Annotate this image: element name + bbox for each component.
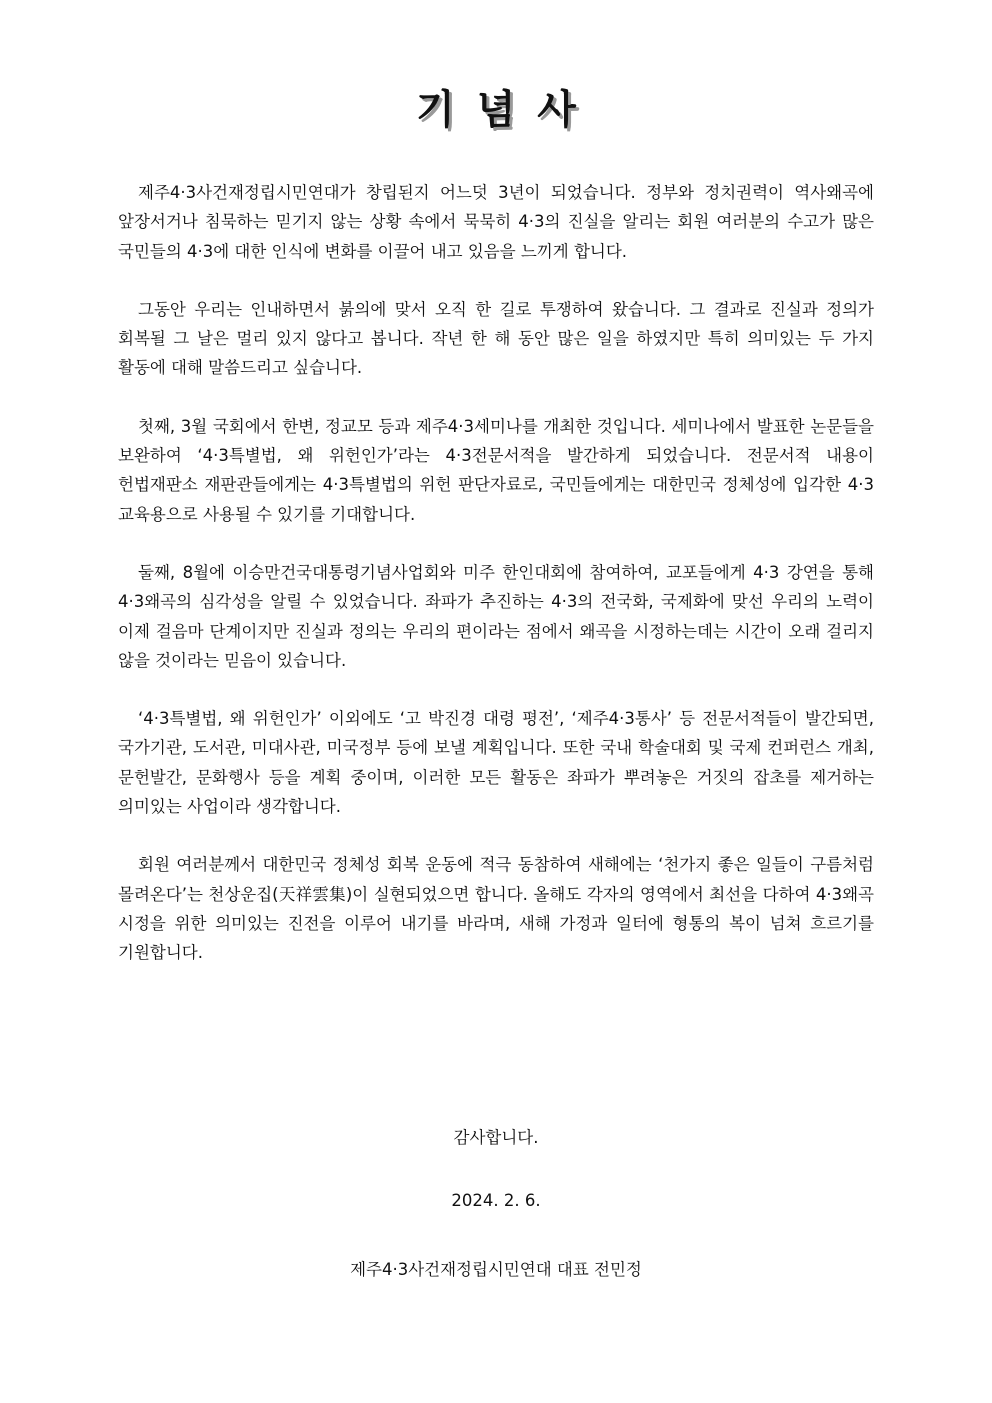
paragraph-5: ‘4·3특별법, 왜 위헌인가’ 이외에도 ‘고 박진경 대령 평전’, ‘제주4·3통사’ 등 전문서적들이 발간되면, 국가기관, 도서관, 미대사관, 미국정부 등에 보낼 계획입니다. 또한 국내 학술대회 및 국제 컨퍼런스 개최, 문헌발간, 문화행사 등을 계획 중이며, 이러한 모든 활동은 좌파가 뿌려놓은 거짓의 잡초를 제거하는 의미있는 사업이라 생각합니다. [118, 709, 874, 817]
paragraph-4: 둘째, 8월에 이승만건국대통령기념사업회와 미주 한인대회에 참여하여, 교포들에게 4·3 강연을 통해 4·3왜곡의 심각성을 알릴 수 있었습니다. 좌파가 추진하는 4·3의 전국화, 국제화에 맞선 우리의 노력이 이제 걸음마 단계이지만 진실과 정의는 우리의 편이라는 점에서 왜곡을 시정하는데는 시간이 오래 걸리지 않을 것이라는 믿음이 있습니다. [118, 562, 874, 670]
document-date: 2024. 2. 6. [451, 1191, 541, 1210]
paragraph-3: 첫째, 3월 국회에서 한변, 정교모 등과 제주4·3세미나를 개최한 것입니다. 세미나에서 발표한 논문들을 보완하여 ‘4·3특별법, 왜 위헌인가’라는 4·3전문서적을 발간하게 되었습니다. 전문서적 내용이 헌법재판소 재판관들에게는 4·3특별법의 위헌 판단자료로, 국민들에게는 대한민국 정체성에 입각한 4·3 교육용으로 사용될 수 있기를 기대합니다. [118, 416, 874, 524]
paragraph-1: 제주4·3사건재정립시민연대가 창립된지 어느덧 3년이 되었습니다. 정부와 정치권력이 역사왜곡에 앞장서거나 침묵하는 믿기지 않는 상황 속에서 묵묵히 4·3의 진실을 알리는 회원 여러분의 수고가 많은 국민들의 4·3에 대한 인식에 변화를 이끌어 내고 있음을 느끼게 합니다. [118, 183, 874, 261]
signature: 제주4·3사건재정립시민연대 대표 전민정 [350, 1260, 642, 1279]
document-title: 기념사 [416, 87, 598, 133]
paragraph-2: 그동안 우리는 인내하면서 붉의에 맞서 오직 한 길로 투쟁하여 왔습니다. 그 결과로 진실과 정의가 회복될 그 날은 멀리 있지 않다고 봅니다. 작년 한 해 동안 많은 일을 하였지만 특히 의미있는 두 가지 활동에 대해 말씀드리고 싶습니다. [118, 299, 874, 378]
document-body [118, 178, 874, 997]
closing-thanks: 감사합니다. [453, 1128, 539, 1147]
paragraph-6: 회원 여러분께서 대한민국 정체성 회복 운동에 적극 동참하여 새해에는 ‘천가지 좋은 일들이 구름처럼 몰려온다’는 천상운집(天祥雲集)이 실현되었으면 합니다. 올해도 각자의 영역에서 최선을 다하여 4·3왜곡 시정을 위한 의미있는 진전을 이루어 내기를 바라며, 새해 가정과 일터에 형통의 복이 넘쳐 흐르기를 기원합니다. [118, 855, 874, 963]
